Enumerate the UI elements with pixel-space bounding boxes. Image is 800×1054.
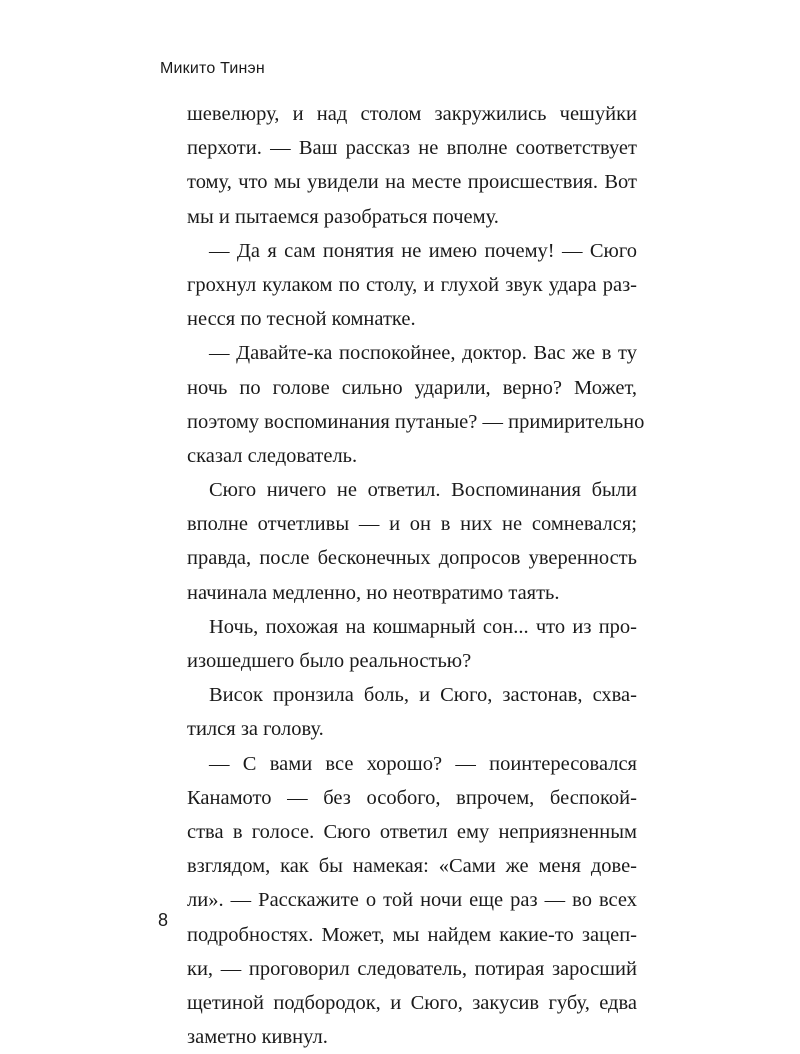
text-line: правда, после бесконечных допросов уверенность — [187, 547, 637, 570]
text-line: ки, — проговорил следователь, потирая заросший — [187, 957, 637, 980]
body-text — [187, 97, 645, 1054]
text-line: — Давайте-ка поспокойнее, доктор. Вас же в ту — [209, 342, 637, 365]
text-line: грохнул кулаком по столу, и глухой звук удара раз- — [187, 273, 637, 296]
text-line: Висок пронзила боль, и Сюго, застонав, схва- — [209, 684, 637, 707]
text-line: перхоти. — Ваш рассказ не вполне соответствует — [187, 137, 637, 160]
paragraph — [187, 473, 637, 610]
paragraph — [187, 610, 637, 678]
text-line: вполне отчетливы — и он в них не сомневался; — [187, 513, 637, 536]
text-line: заметно кивнул. — [187, 1026, 328, 1049]
text-line: ства в голосе. Сюго ответил ему неприязненным — [187, 820, 637, 843]
running-head-author: Микито Тинэн — [160, 60, 265, 77]
paragraph — [187, 234, 637, 337]
text-line: ночь по голове сильно ударили, верно? Может, — [187, 376, 637, 399]
text-line: изошедшего было реальностью? — [187, 650, 472, 672]
paragraph — [187, 97, 637, 234]
text-line: взглядом, как бы намекая: «Сами же меня дове- — [187, 855, 637, 878]
paragraph — [187, 336, 645, 473]
text-line: сказал следователь. — [187, 444, 358, 467]
text-line: щетиной подбородок, и Сюго, закусив губу, едва — [187, 991, 637, 1014]
paragraph — [187, 747, 637, 1054]
text-line: Сюго ничего не ответил. Воспоминания были — [209, 479, 637, 502]
text-line: начинала медленно, но неотвратимо таять. — [187, 581, 560, 604]
text-line: несся по тесной комнатке. — [187, 308, 416, 331]
text-line: — Да я сам понятия не имею почему! — Сюго — [209, 239, 637, 262]
text-line: мы и пытаемся разобраться почему. — [187, 205, 499, 228]
text-line: — С вами все хорошо? — поинтересовался — [209, 752, 637, 775]
text-line: Ночь, похожая на кошмарный сон... что из про- — [209, 615, 637, 638]
text-line: Канамото — без особого, впрочем, беспокой- — [187, 786, 637, 809]
text-line: шевелюру, и над столом закружились чешуйки — [187, 103, 637, 125]
text-line: тому, что мы увидели на месте происшествия. Вот — [187, 171, 637, 194]
text-line: подробностях. Может, мы найдем какие-то зацеп- — [187, 923, 637, 946]
page-number: 8 — [158, 910, 169, 930]
paragraph — [187, 678, 637, 746]
text-line: поэтому воспоминания путаные? — примирительно — [187, 410, 645, 433]
text-line: ли». — Расскажите о той ночи еще раз — во всех — [187, 889, 637, 912]
text-line: тился за голову. — [187, 718, 324, 741]
